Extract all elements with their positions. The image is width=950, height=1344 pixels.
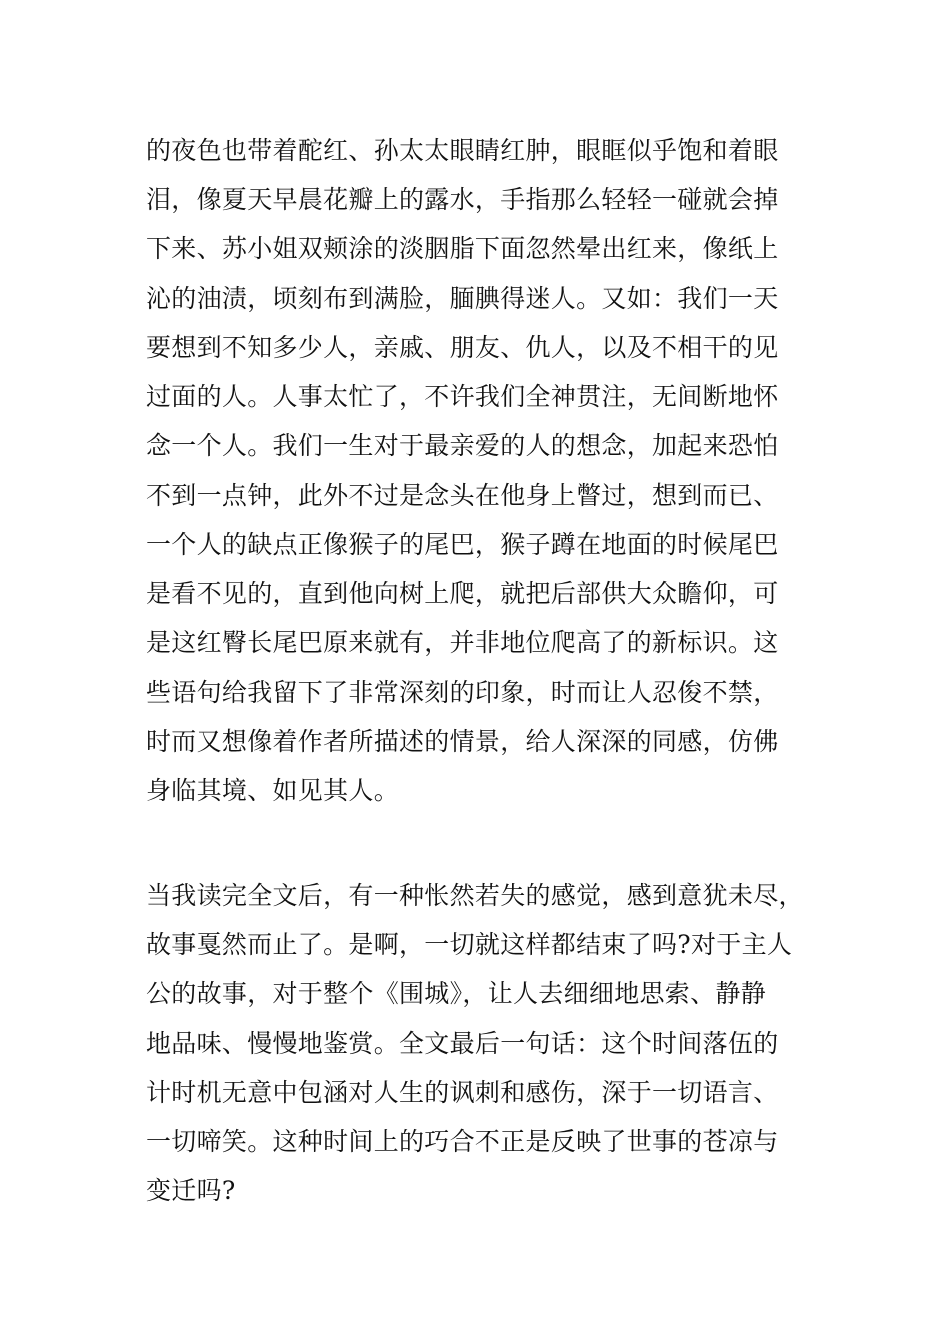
text-line: 变迁吗? [146,1176,236,1205]
text-line: 身临其境、如见其人。 [146,776,400,805]
text-line: 泪，像夏天早晨花瓣上的露水，手指那么轻轻一碰就会掉 [146,185,779,214]
text-line: 地品味、慢慢地鉴赏。全文最后一句话：这个时间落伍的 [146,1029,779,1058]
text-line: 要想到不知多少人，亲戚、朋友、仇人，以及不相干的见 [146,333,779,362]
text-line: 沁的油渍，顷刻布到满脸，腼腆得迷人。又如：我们一天 [146,284,779,313]
text-line: 时而又想像着作者所描述的情景，给人深深的同感，仿佛 [146,727,779,756]
text-line: 是这红臀长尾巴原来就有，并非地位爬高了的新标识。这 [146,628,779,657]
text-line: 当我读完全文后，有一种怅然若失的感觉，感到意犹未尽， [146,881,804,910]
text-line: 下来、苏小姐双颊涂的淡胭脂下面忽然晕出红来，像纸上 [146,234,779,263]
text-line: 故事戛然而止了。是啊，一切就这样都结束了吗?对于主人 [146,930,793,959]
text-line: 过面的人。人事太忙了，不许我们全神贯注，无间断地怀 [146,382,779,411]
text-line: 一切啼笑。这种时间上的巧合不正是反映了世事的苍凉与 [146,1127,779,1156]
text-line: 一个人的缺点正像猴子的尾巴，猴子蹲在地面的时候尾巴 [146,530,779,559]
text-line: 些语句给我留下了非常深刻的印象，时而让人忍俊不禁， [146,678,779,707]
text-line: 念一个人。我们一生对于最亲爱的人的想念，加起来恐怕 [146,431,779,460]
text-line: 计时机无意中包涵对人生的讽刺和感伤，深于一切语言、 [146,1078,779,1107]
text-line: 的夜色也带着酡红、孙太太眼睛红肿，眼眶似乎饱和着眼 [146,136,779,165]
text-line: 是看不见的，直到他向树上爬，就把后部供大众瞻仰，可 [146,579,779,608]
text-line: 公的故事，对于整个《围城》，让人去细细地思索、静静 [146,979,767,1008]
text-line: 不到一点钟，此外不过是念头在他身上瞥过，想到而已、 [146,481,779,510]
